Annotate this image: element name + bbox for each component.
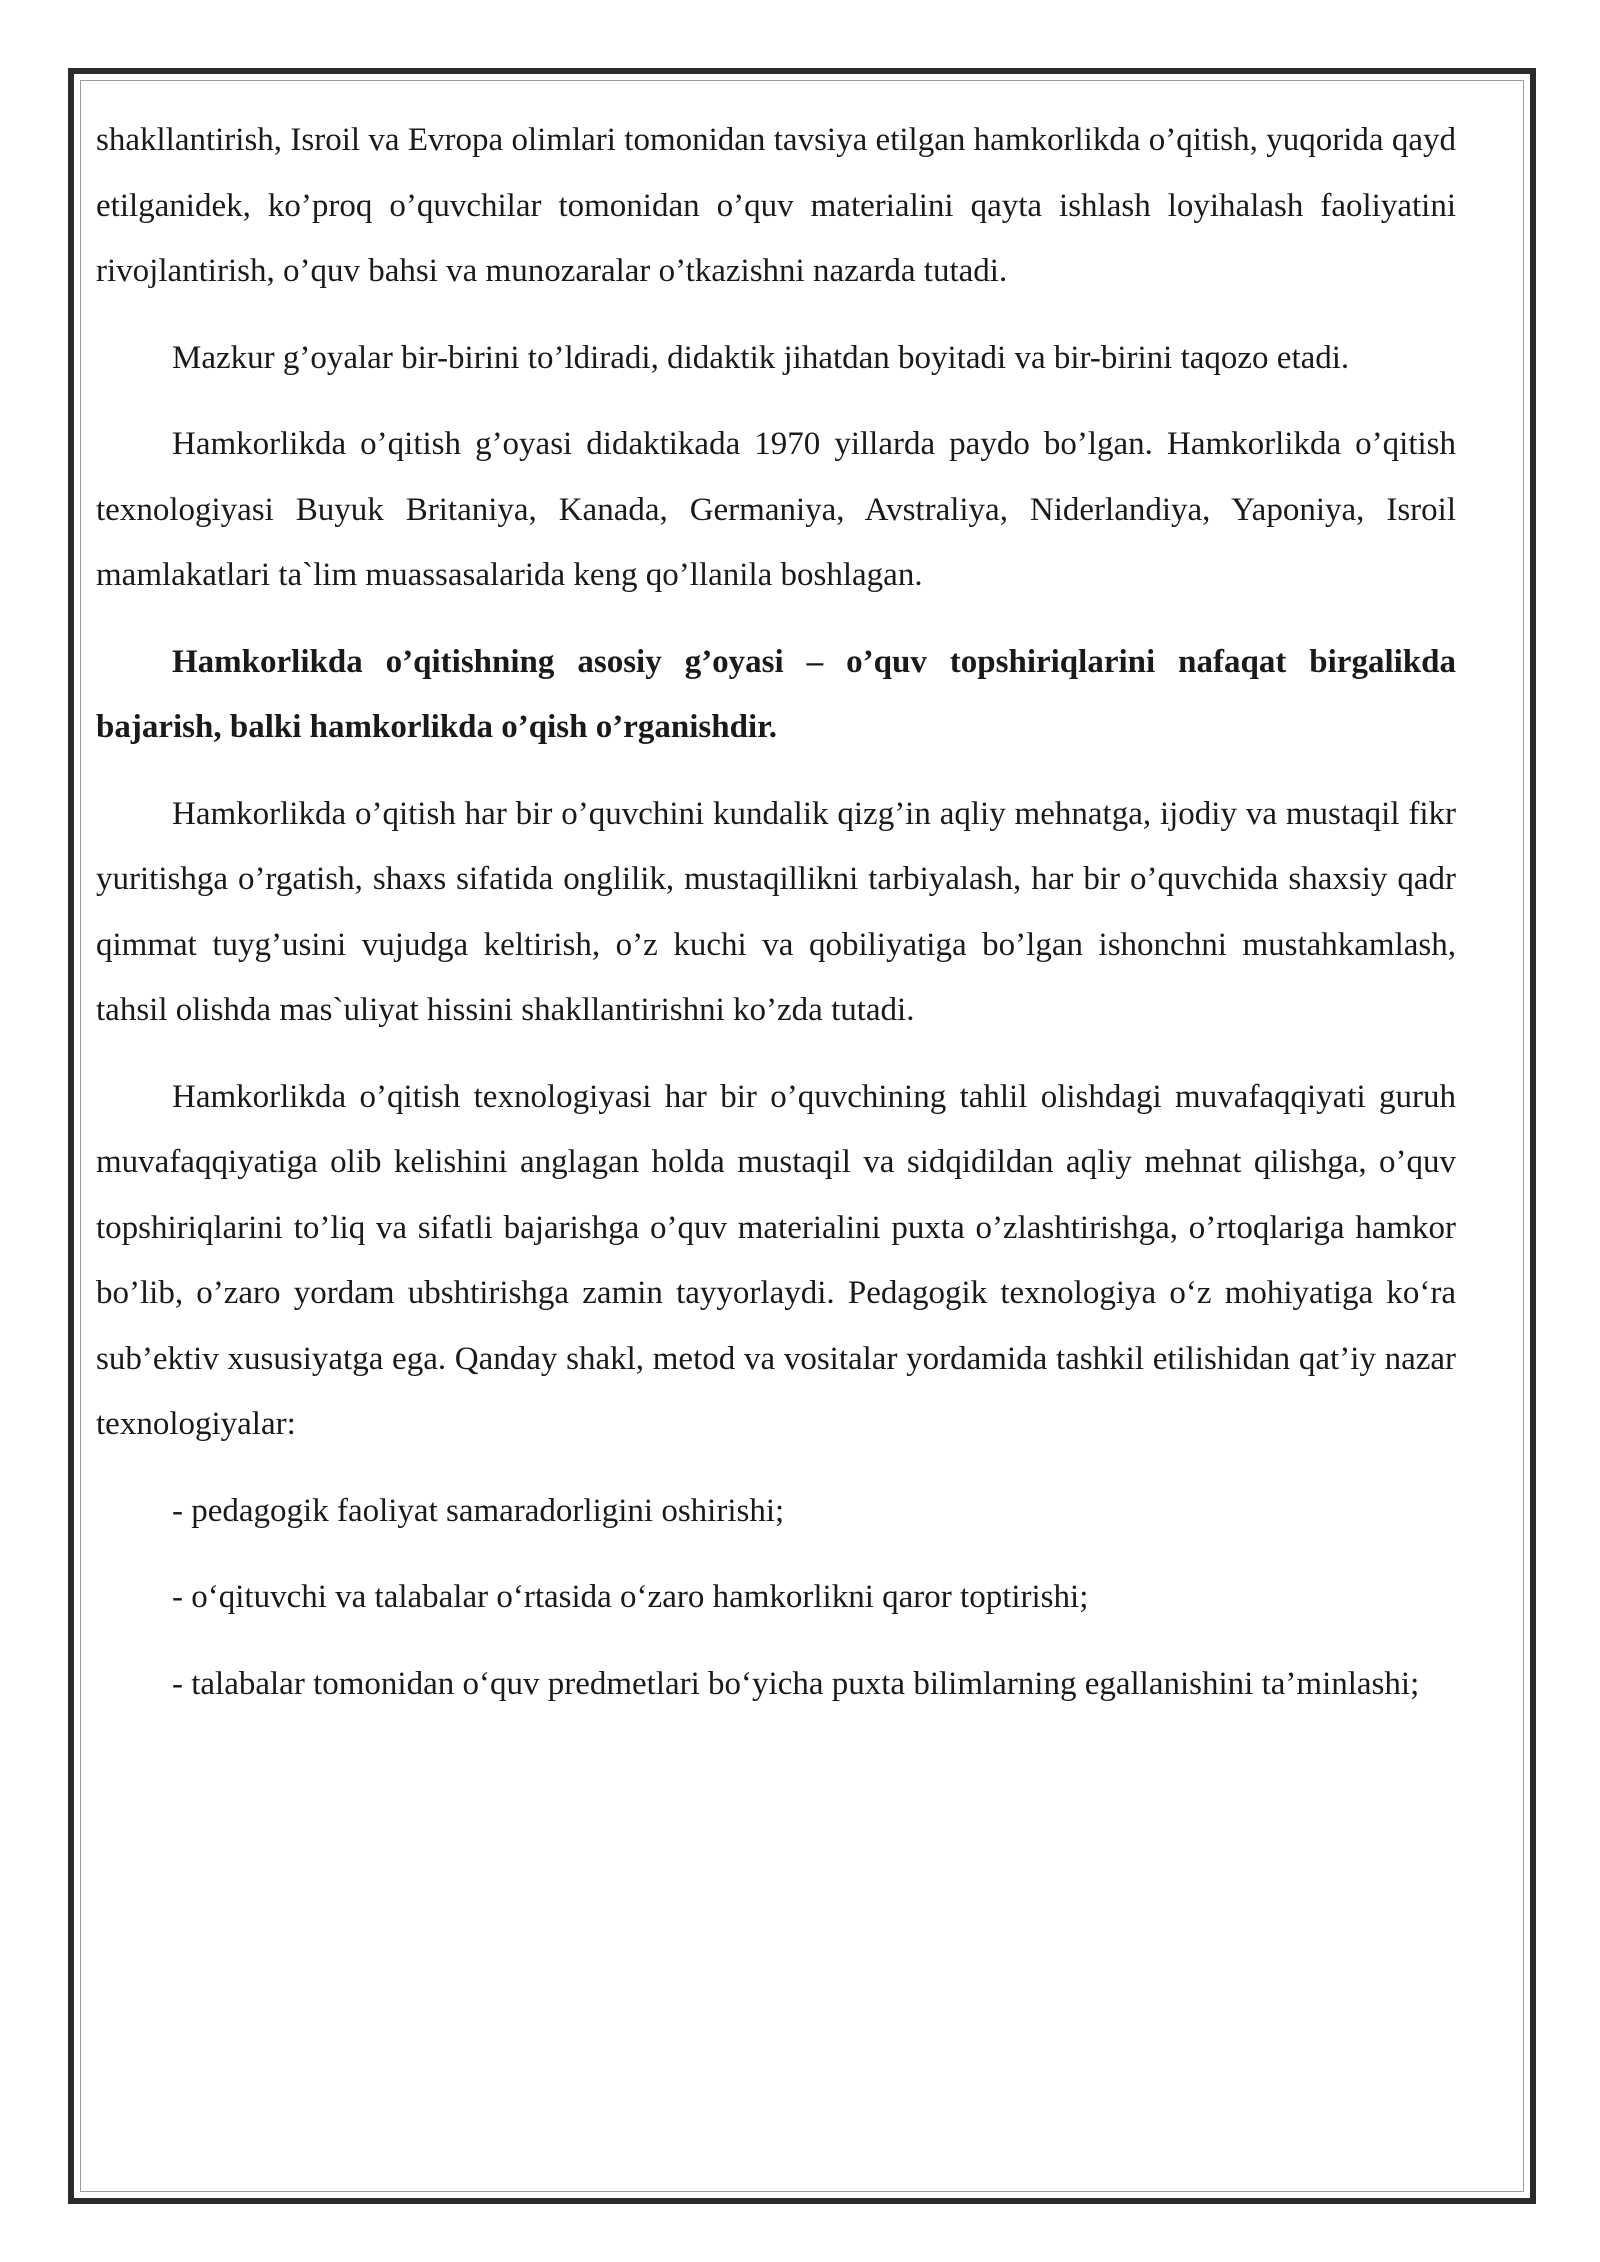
paragraph-ideas-complement: Mazkur g’oyalar bir-birini to’ldiradi, didaktik jihatdan boyitadi va bir-birini taqozo etadi. <box>172 339 1350 376</box>
list-item-efficiency: - pedagogik faoliyat samaradorligini oshirishi; <box>172 1492 785 1529</box>
paragraph-goals: Hamkorlikda o’qitish har bir o’quvchini kundalik qizg’in aqliy mehnatga, ijodiy va mustaqil fikr yuritishga o’rgatish, shaxs sifatida onglilik, mustaqillikni tarbiyalash, har bir o’quvchida shaxsiy qadr qimmat tuyg’usini vujudga keltirish, o’z kuchi va qobiliyatiga bo’lgan ishonchni mustahkamlash, tahsil olishda mas`uliyat hissini shakllantirishni ko’zda tutadi. <box>96 795 1456 1028</box>
paragraph-main-idea: Hamkorlikda o’qitishning asosiy g’oyasi – o’quv topshiriqlarini nafaqat birgalikda bajarish, balki hamkorlikda o’qish o’rganishdir. <box>96 643 1456 745</box>
paragraph-history: Hamkorlikda o’qitish g’oyasi didaktikada 1970 yillarda paydo bo’lgan. Hamkorlikda o’qitish texnologiyasi Buyuk Britaniya, Kanada, Germaniya, Avstraliya, Niderlandiya, Yaponiya, Isroil mamlakatlari ta`lim muassasalarida keng qo’llanila boshlagan. <box>96 426 1456 593</box>
list-item-cooperation: - o‘qituvchi va talabalar o‘rtasida o‘zaro hamkorlikni qaror toptirishi; <box>172 1579 1089 1615</box>
paragraph-continuation: shakllantirish, Isroil va Evropa olimlari tomonidan tavsiya etilgan hamkorlikda o’qitish, yuqorida qayd etilganidek, ko’proq o’quvchilar tomonidan o’quv materialini qayta ishlash loyihalash faoliyatini rivojlantirish, o’quv bahsi va munozaralar o’tkazishni nazarda tutadi. <box>96 122 1456 289</box>
list-item-knowledge: - talabalar tomonidan o‘quv predmetlari bo‘yicha puxta bilimlarning egallanishini ta’minlashi; <box>172 1665 1420 1702</box>
paragraph-technology: Hamkorlikda o’qitish texnologiyasi har bir o’quvchining tahlil olishdagi muvafaqqiyati guruh muvafaqqiyatiga olib kelishini anglagan holda mustaqil va sidqidildan aqliy mehnat qilishga, o’quv topshiriqlarini to’liq va sifatli bajarishga o’quv materialini puxta o’zlashtirishga, o’rtoqlariga hamkor bo’lib, o’zaro yordam ubshtirishga zamin tayyorlaydi. Pedagogik texnologiya o‘z mohiyatiga ko‘ra sub’ektiv xususiyatga ega. Qanday shakl, metod va vositalar yordamida tashkil etilishidan qat’iy nazar texnologiyalar: <box>96 1078 1456 1442</box>
document-body <box>96 108 1456 1738</box>
